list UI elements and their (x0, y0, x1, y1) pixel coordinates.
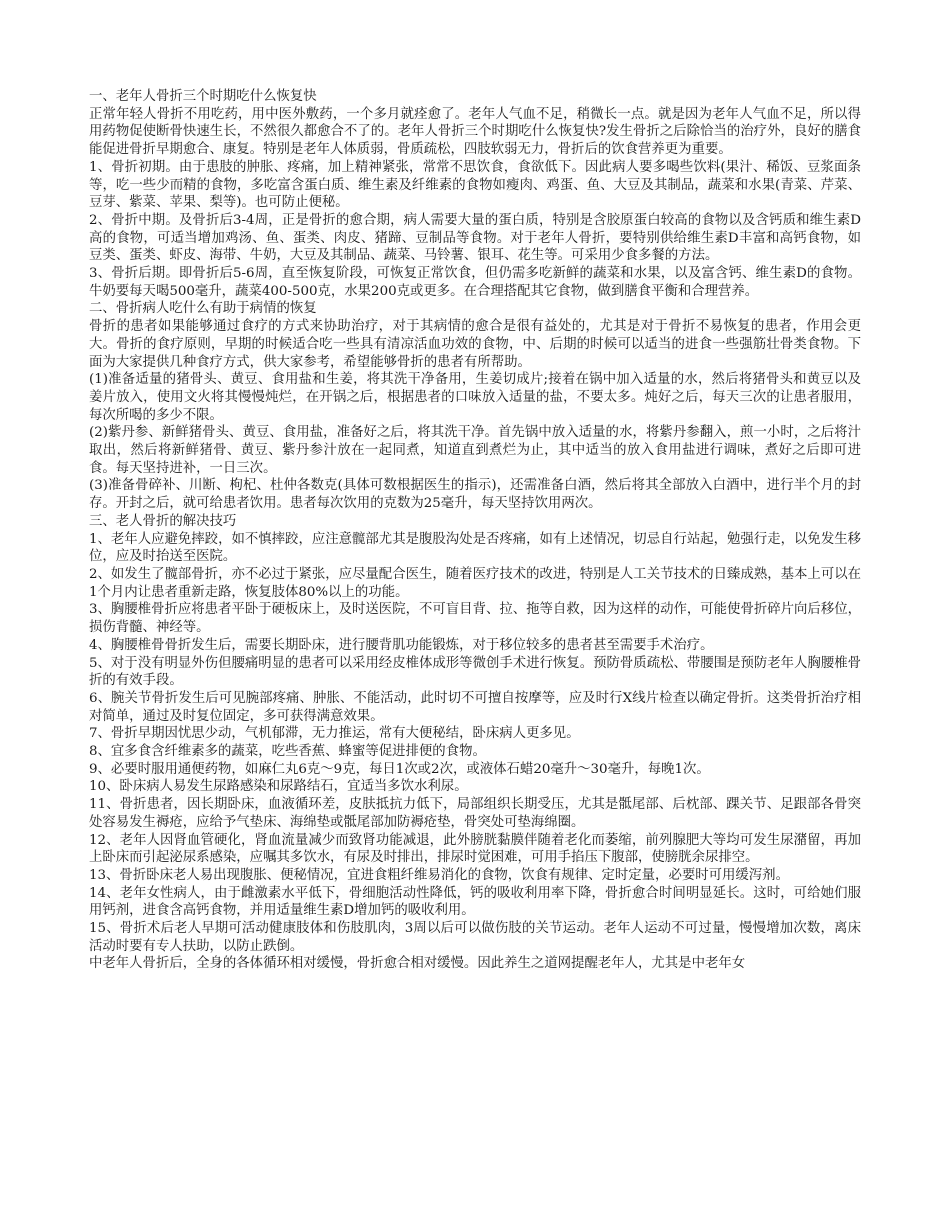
paragraph: 中老年人骨折后，全身的各体循环相对缓慢，骨折愈合相对缓慢。因此养生之道网提醒老年人，尤其是中老年女 (89, 956, 746, 972)
paragraph: 1、老年人应避免摔跤，如不慎摔跤，应注意髋部尤其是腹股沟处是否疼痛，如有上述情况，切忌自行站起，勉强行走，以免发生移位，应及时抬送至医院。 (89, 531, 861, 565)
paragraph: 6、腕关节骨折发生后可见腕部疼痛、肿胀、不能活动，此时切不可擅自按摩等，应及时行X线片检查以确定骨折。这类骨折治疗相对简单，通过及时复位固定，多可获得满意效果。 (89, 690, 861, 724)
paragraph: 11、骨折患者，因长期卧床，血液循环差，皮肤抵抗力低下，局部组织长期受压，尤其是骶尾部、后枕部、踝关节、足跟部各骨突处容易发生褥疮，应给予气垫床、海绵垫或骶尾部加防褥疮垫，骨突处可垫海绵圈。 (89, 797, 861, 830)
paragraph: 3、骨折后期。即骨折后5-6周，直至恢复阶段，可恢复正常饮食，但仍需多吃新鲜的蔬菜和水果，以及富含钙、维生素D的食物。牛奶要每天喝500毫升，蔬菜400-500克，水果200克或更多。在合理搭配其它食物，做到膳食平衡和合理营养。 (89, 266, 861, 299)
paragraph: 骨折的患者如果能够通过食疗的方式来协助治疗，对于其病情的愈合是很有益处的，尤其是对于骨折不易恢复的患者，作用会更大。骨折的食疗原则，早期的时候适合吃一些具有清凉活血功效的食物，中、后期的时候可以适当的进食一些强筋壮骨类食物。下面为大家提供几种食疗方式，供大家参考，希望能够骨折的患者有所帮助。 (89, 319, 861, 370)
section-heading: 三、老人骨折的解决技巧 (89, 513, 237, 529)
paragraph: 4、胸腰椎骨骨折发生后，需要长期卧床，进行腰背肌功能锻炼，对于移位较多的患者甚至需要手术治疗。 (89, 637, 714, 653)
paragraph: 14、老年女性病人，由于雌激素水平低下，骨细胞活动性降低，钙的吸收利用率下降，骨折愈合时间明显延长。这时，可给她们服用钙剂，进食含高钙食物，并用适量维生素D增加钙的吸收利用。 (89, 885, 861, 919)
paragraph: 5、对于没有明显外伤但腰痛明显的患者可以采用经皮椎体成形等微创手术进行恢复。预防骨质疏松、带腰围是预防老年人胸腰椎骨折的有效手段。 (89, 655, 861, 689)
section-heading: 一、老年人骨折三个时期吃什么恢复快 (89, 89, 317, 104)
paragraph: (2)紫丹参、新鲜猪骨头、黄豆、食用盐，准备好之后，将其洗干净。首先锅中放入适量的水，将紫丹参翻入，煎一小时，之后将汁取出，然后将新鲜猪骨、黄豆、紫丹参汁放在一起同煮，知道直到煮烂为止，其中适当的放入食用盐进行调味，煮好之后即可进食。每天坚持进补，一日三次。 (89, 425, 861, 476)
paragraph: 2、如发生了髋部骨折，亦不必过于紧张，应尽量配合医生，随着医疗技术的改进，特别是人工关节技术的日臻成熟，基本上可以在1个月内让患者重新走路，恢复肢体80%以上的功能。 (89, 566, 861, 600)
paragraph: 正常年轻人骨折不用吃药，用中医外敷药，一个多月就痊愈了。老年人气血不足，稍微长一点。就是因为老年人气血不足，所以得用药物促使断骨快速生长，不然很久都愈合不了的。老年人骨折三个时期吃什么恢复快?发生骨折之后除恰当的治疗外，良好的膳食能促进骨折早期愈合、康复。特别是老年人体质弱，骨质疏松，四肢软弱无力，骨折后的饮食营养更为重要。 (89, 106, 861, 158)
paragraph: 10、卧床病人易发生尿路感染和尿路结石，宜适当多饮水利尿。 (89, 779, 468, 795)
section-heading: 二、骨折病人吃什么有助于病情的恢复 (89, 301, 317, 317)
paragraph: (3)准备骨碎补、川断、枸杞、杜仲各数克(具体可数根据医生的指示)，还需准备白酒，然后将其全部放入白酒中，进行半个月的封存。开封之后，就可给患者饮用。患者每次饮用的克数为25毫升，每天坚持饮用两次。 (89, 478, 861, 512)
paragraph: 8、宜多食含纤维素多的蔬菜，吃些香蕉、蜂蜜等促进排便的食物。 (89, 744, 486, 760)
paragraph: (1)准备适量的猪骨头、黄豆、食用盐和生姜，将其洗干净备用，生姜切成片;接着在锅中加入适量的水，然后将猪骨头和黄豆以及姜片放入，使用文火将其慢慢炖烂，在开锅之后，根据患者的口味放入适量的盐，不要太多。炖好之后，每天三次的让患者服用，每次所喝的多少不限。 (89, 372, 861, 423)
paragraph: 9、必要时服用通便药物，如麻仁丸6克～9克，每日1次或2次，或液体石蜡20毫升～30毫升，每晚1次。 (89, 761, 710, 777)
paragraph: 2、骨折中期。及骨折后3-4周，正是骨折的愈合期，病人需要大量的蛋白质，特别是含胶原蛋白较高的食物以及含钙质和维生素D高的食物，可适当增加鸡汤、鱼、蛋类、肉皮、猪蹄、豆制品等食物。对于老年人骨折，要特别供给维生素D丰富和高钙食物，如豆类、蛋类、虾皮、海带、牛奶，大豆及其制品、蔬菜、马铃薯、银耳、花生等。可采用少食多餐的方法。 (89, 212, 861, 264)
paragraph: 12、老年人因肾血管硬化，肾血流量减少而致肾功能减退，此外膀胱黏膜伴随着老化而萎缩，前列腺肥大等均可发生尿潴留，再加上卧床而引起泌尿系感染，应嘱其多饮水，有尿及时排出，排尿时觉困难，可用手掐压下腹部，使膀胱余尿排空。 (89, 832, 861, 866)
paragraph: 15、骨折术后老人早期可活动健康肢体和伤肢肌肉，3周以后可以做伤肢的关节运动。老年人运动不可过量，慢慢增加次数，离床活动时要有专人扶助，以防止跌倒。 (89, 921, 861, 954)
paragraph: 7、骨折早期因忧思少动，气机郁滞，无力推运，常有大便秘结，卧床病人更多见。 (89, 726, 580, 742)
paragraph: 13、骨折卧床老人易出现腹胀、便秘情况，宜进食粗纤维易消化的食物，饮食有规律、定时定量，必要时可用缓泻剂。 (89, 867, 789, 883)
document-body (89, 88, 861, 973)
paragraph: 3、胸腰椎骨折应将患者平卧于硬板床上，及时送医院，不可盲目背、拉、拖等自救，因为这样的动作，可能使骨折碎片向后移位，损伤背髓、神经等。 (89, 602, 861, 636)
paragraph: 1、骨折初期。由于患肢的肿胀、疼痛，加上精神紧张，常常不思饮食，食欲低下。因此病人要多喝些饮料(果汁、稀饭、豆浆面条等，吃一些少而精的食物，多吃富含蛋白质、维生素及纤维素的食物如瘦肉、鸡蛋、鱼、大豆及其制品，蔬菜和水果(青菜、芹菜、豆芽、紫菜、苹果、梨等)。也可防止便秘。 (89, 159, 861, 211)
